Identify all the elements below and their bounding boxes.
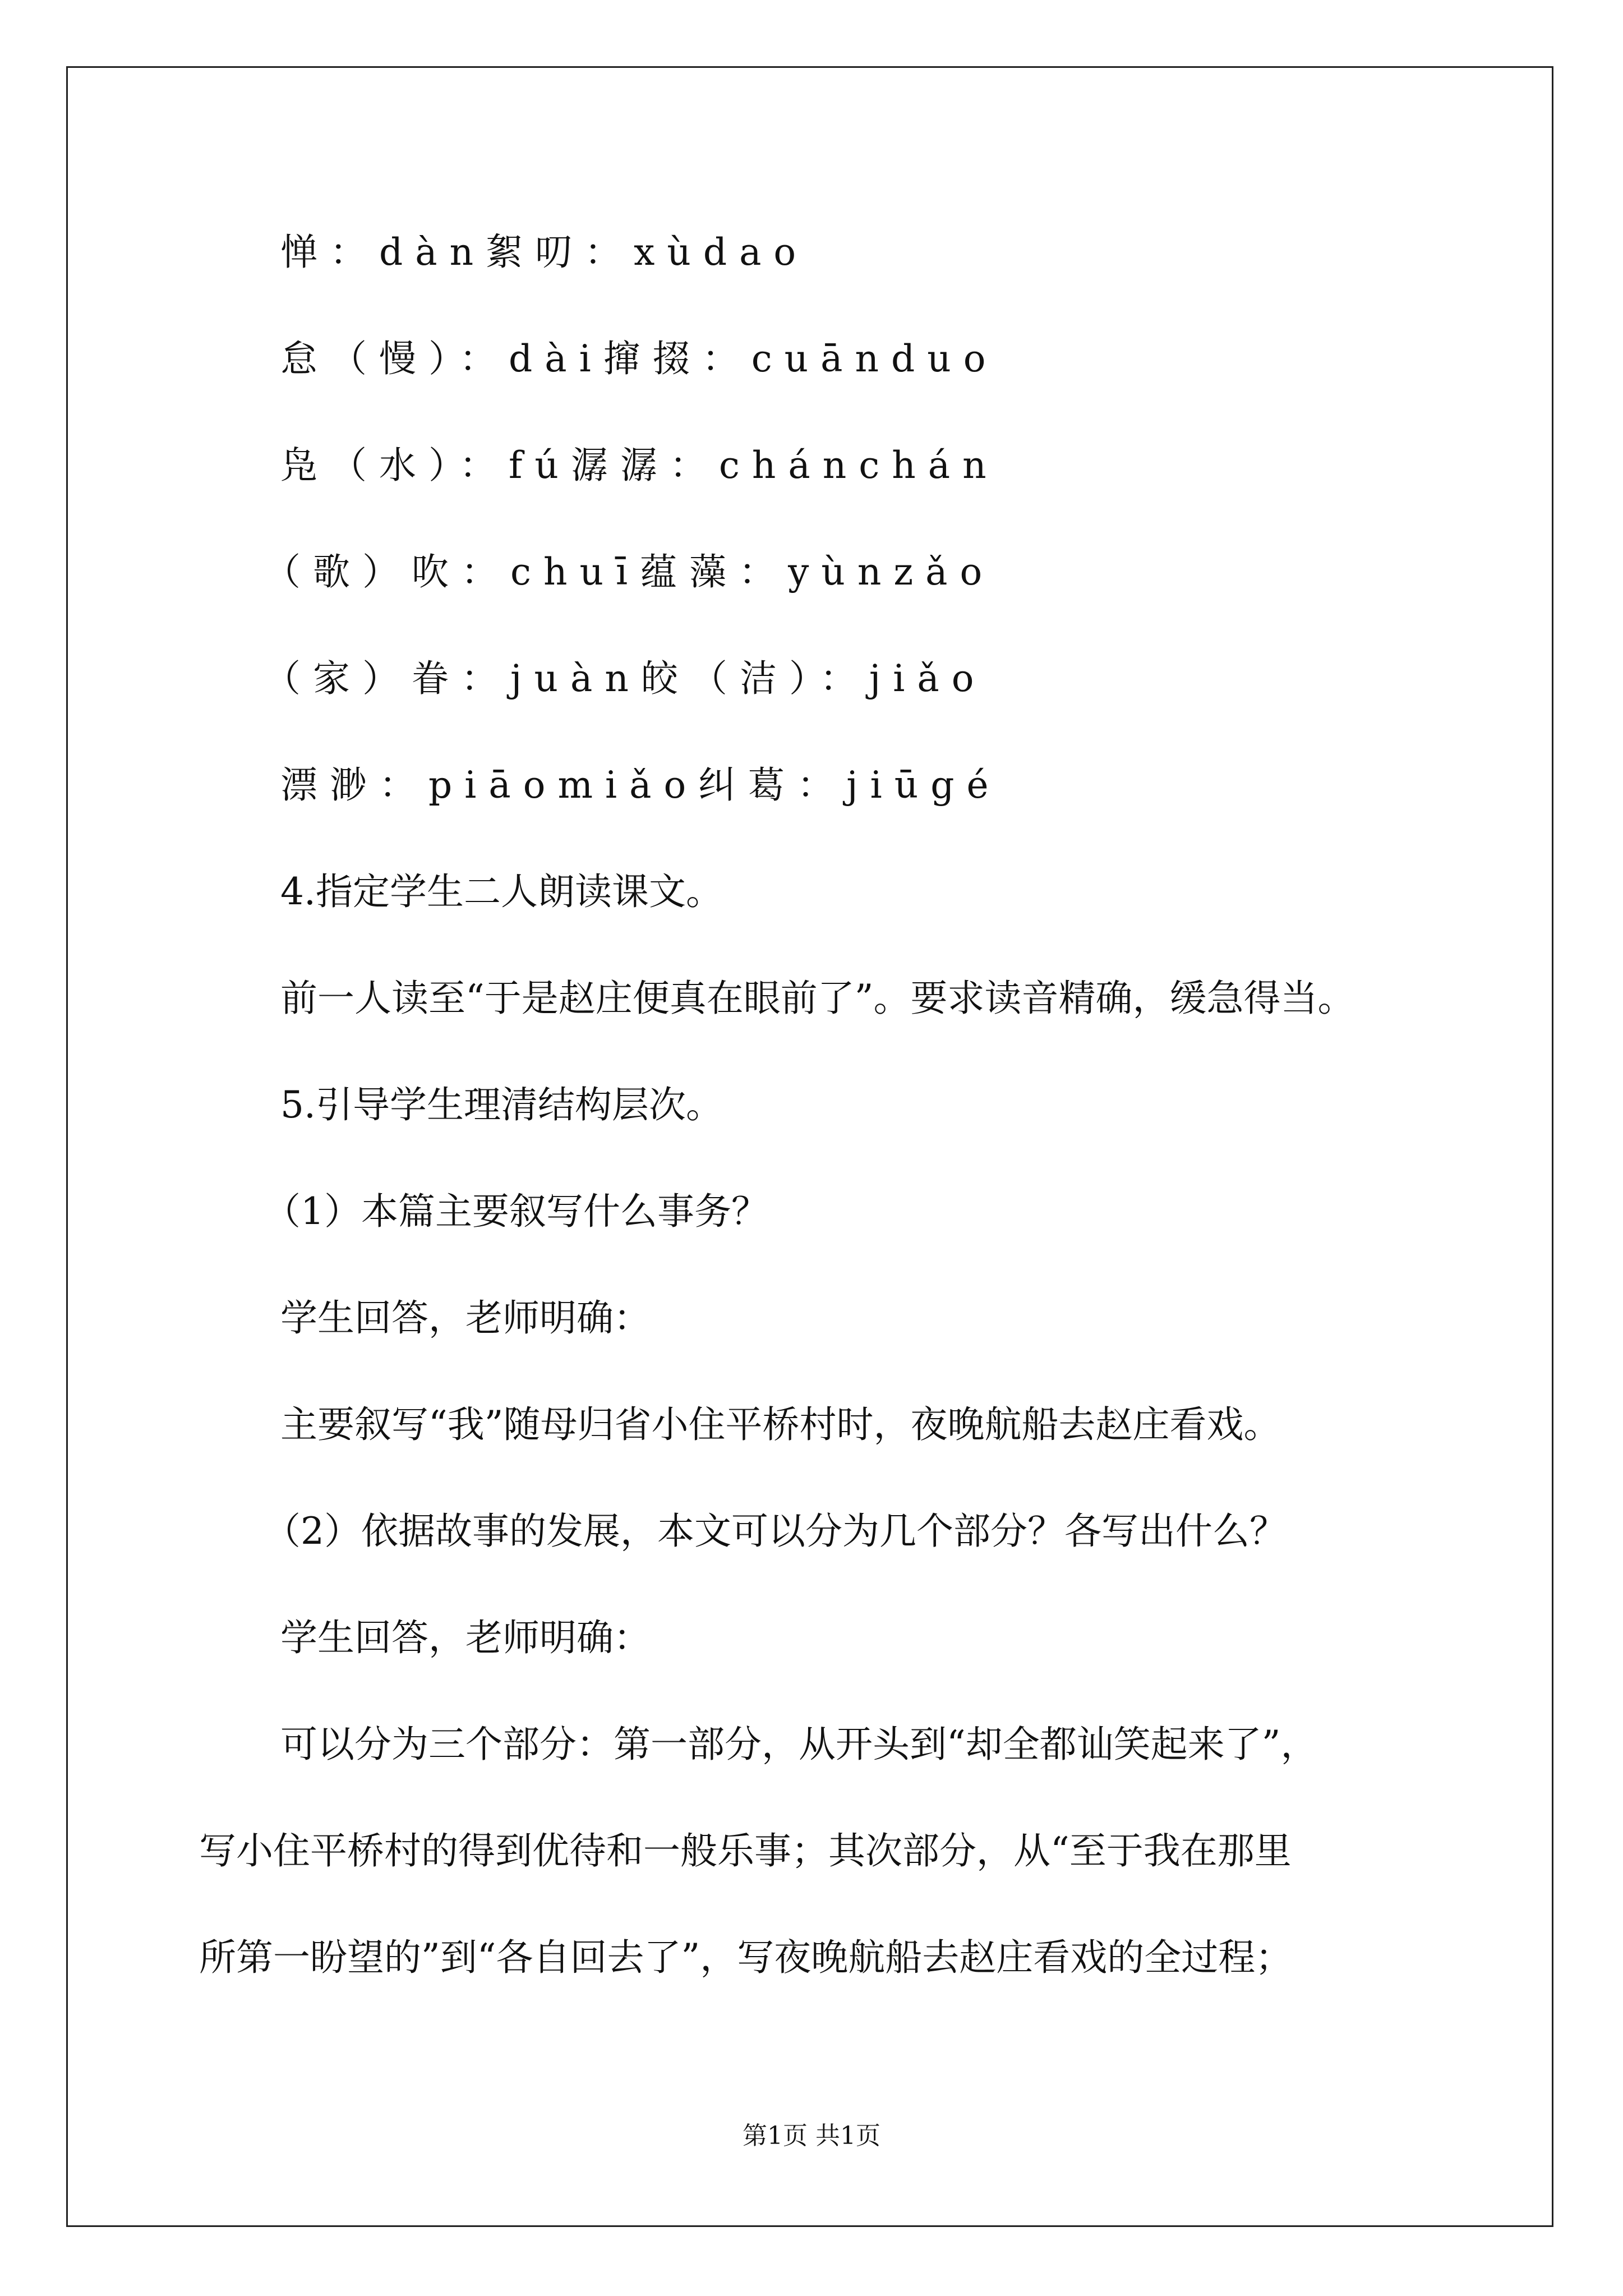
step-5-heading: 5.引导学生理清结构层次。 bbox=[280, 1083, 723, 1126]
answer-2-line-1: 可以分为三个部分：第一部分，从开头到“却全都讪笑起来了”， bbox=[280, 1723, 1318, 1766]
pinyin-line-1: 惮：dàn絮叨：xùdao bbox=[280, 231, 809, 274]
question-1: （1）本篇主要叙写什么事务？ bbox=[264, 1190, 768, 1233]
pinyin-line-2: 怠（慢）：dài撺掇：cuānduo bbox=[280, 337, 998, 380]
answer-1: 主要叙写“我”随母归省小住平桥村时，夜晚航船去赵庄看戏。 bbox=[280, 1403, 1281, 1446]
pinyin-line-3: 凫（水）：fú潺潺：chánchán bbox=[280, 444, 999, 487]
answer-intro-1: 学生回答，老师明确： bbox=[280, 1296, 651, 1340]
page-frame bbox=[66, 66, 1553, 2227]
answer-2-line-3: 所第一盼望的”到“各自回去了”，写夜晚航船去赵庄看戏的全过程； bbox=[199, 1936, 1293, 1979]
answer-2-line-2: 写小住平桥村的得到优待和一般乐事；其次部分，从“至于我在那里 bbox=[199, 1829, 1292, 1872]
question-2: （2）依据故事的发展，本文可以分为几个部分？各写出什么？ bbox=[264, 1510, 1287, 1553]
step-4-detail: 前一人读至“于是赵庄便真在眼前了”。要求读音精确，缓急得当。 bbox=[280, 977, 1355, 1020]
pinyin-line-4: （歌）吹：chuī蕴藻：yùnzǎo bbox=[264, 550, 995, 593]
pinyin-line-6: 漂渺：piāomiǎo纠葛：jiūgé bbox=[280, 763, 1001, 807]
answer-intro-2: 学生回答，老师明确： bbox=[280, 1616, 651, 1659]
pinyin-line-5: （家）眷：juàn皎（洁）：jiǎo bbox=[264, 657, 986, 700]
page-footer: 第1页 共1页 bbox=[743, 2122, 880, 2150]
step-4-heading: 4.指定学生二人朗读课文。 bbox=[280, 870, 723, 913]
